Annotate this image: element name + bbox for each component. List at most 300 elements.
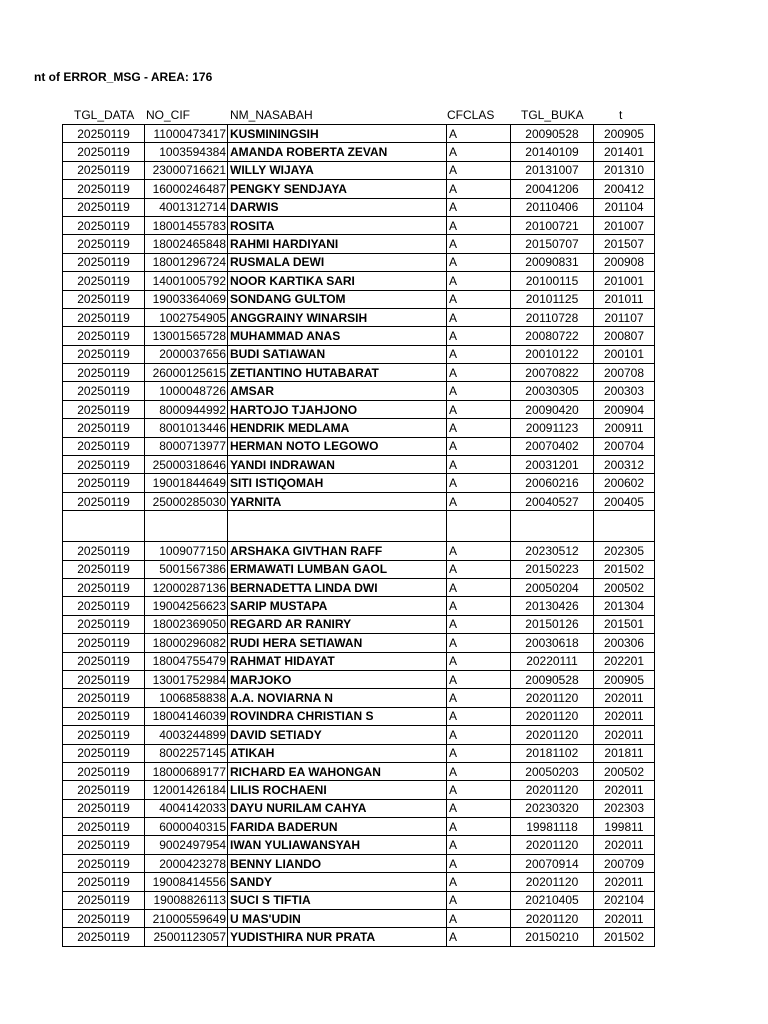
cell-t: 200602 xyxy=(594,474,655,492)
cell-nm-nasabah: SUCI S TIFTIA xyxy=(228,891,447,909)
cell-tgl-buka: 20230320 xyxy=(511,799,594,817)
cell-t: 200502 xyxy=(594,578,655,596)
cell-no-cif: 13001565728 xyxy=(145,327,228,345)
table-row xyxy=(63,726,655,744)
cell-cfclas: A xyxy=(447,474,511,492)
cell-t: 202104 xyxy=(594,891,655,909)
cell-cfclas: A xyxy=(447,854,511,872)
cell-cfclas: A xyxy=(447,308,511,326)
cell-tgl-buka: 20101125 xyxy=(511,290,594,308)
cell-tgl-data: 20250119 xyxy=(63,910,145,928)
cell-t: 202305 xyxy=(594,542,655,560)
table-row xyxy=(63,891,655,909)
cell-tgl-buka: 20090420 xyxy=(511,400,594,418)
table-row xyxy=(63,652,655,670)
table-row xyxy=(63,125,655,143)
cell-nm-nasabah: AMANDA ROBERTA ZEVAN xyxy=(228,143,447,161)
cell-cfclas: A xyxy=(447,235,511,253)
cell-no-cif: 19008414556 xyxy=(145,873,228,891)
cell-tgl-data: 20250119 xyxy=(63,634,145,652)
table-row xyxy=(63,873,655,891)
cell-tgl-data: 20250119 xyxy=(63,180,145,198)
cell-no-cif: 4001312714 xyxy=(145,198,228,216)
cell-tgl-buka: 20131007 xyxy=(511,161,594,179)
table-row xyxy=(63,364,655,382)
cell-nm-nasabah: SITI ISTIQOMAH xyxy=(228,474,447,492)
cell-no-cif: 1002754905 xyxy=(145,308,228,326)
table-row xyxy=(63,382,655,400)
cell-no-cif: 2000037656 xyxy=(145,345,228,363)
cell-t: 202011 xyxy=(594,836,655,854)
cell-nm-nasabah: BENNY LIANDO xyxy=(228,854,447,872)
cell-t: 201011 xyxy=(594,290,655,308)
cell-no-cif: 23000716621 xyxy=(145,161,228,179)
header-cfclas: CFCLAS xyxy=(447,108,495,122)
cell-nm-nasabah: NOOR KARTIKA SARI xyxy=(228,272,447,290)
cell-nm-nasabah: DARWIS xyxy=(228,198,447,216)
cell-nm-nasabah: ROVINDRA CHRISTIAN S xyxy=(228,707,447,725)
cell-tgl-buka: 20041206 xyxy=(511,180,594,198)
cell-nm-nasabah: BUDI SATIAWAN xyxy=(228,345,447,363)
cell-tgl-buka: 20201120 xyxy=(511,873,594,891)
cell-t: 200306 xyxy=(594,634,655,652)
cell-cfclas: A xyxy=(447,652,511,670)
cell-nm-nasabah: ROSITA xyxy=(228,216,447,234)
cell-tgl-buka: 20100115 xyxy=(511,272,594,290)
cell-t: 200905 xyxy=(594,125,655,143)
table-row xyxy=(63,327,655,345)
cell-t: 201001 xyxy=(594,272,655,290)
cell-nm-nasabah: RAHMAT HIDAYAT xyxy=(228,652,447,670)
cell-t: 201107 xyxy=(594,308,655,326)
cell-tgl-data: 20250119 xyxy=(63,290,145,308)
cell-tgl-data: 20250119 xyxy=(63,143,145,161)
table-row xyxy=(63,161,655,179)
cell-tgl-data: 20250119 xyxy=(63,437,145,455)
cell-nm-nasabah: YARNITA xyxy=(228,492,447,510)
cell-nm-nasabah: KUSMININGSIH xyxy=(228,125,447,143)
cell-tgl-buka: 20010122 xyxy=(511,345,594,363)
cell-tgl-data: 20250119 xyxy=(63,597,145,615)
cell-tgl-data: 20250119 xyxy=(63,474,145,492)
cell-nm-nasabah: ERMAWATI LUMBAN GAOL xyxy=(228,560,447,578)
cell-no-cif: 8000944992 xyxy=(145,400,228,418)
cell-nm-nasabah: AMSAR xyxy=(228,382,447,400)
table-row xyxy=(63,781,655,799)
cell-no-cif: 25000318646 xyxy=(145,456,228,474)
cell-tgl-data: 20250119 xyxy=(63,216,145,234)
cell-cfclas: A xyxy=(447,689,511,707)
cell-no-cif: 14001005792 xyxy=(145,272,228,290)
cell-no-cif: 25001123057 xyxy=(145,928,228,946)
cell-tgl-buka: 20090831 xyxy=(511,253,594,271)
cell-nm-nasabah: ANGGRAINY WINARSIH xyxy=(228,308,447,326)
cell-nm-nasabah: SANDY xyxy=(228,873,447,891)
cell-cfclas: A xyxy=(447,180,511,198)
cell-tgl-data: 20250119 xyxy=(63,726,145,744)
header-tgl-data: TGL_DATA xyxy=(74,108,135,122)
cell-nm-nasabah: MARJOKO xyxy=(228,670,447,688)
empty-cell xyxy=(63,511,145,542)
cell-no-cif: 18000689177 xyxy=(145,762,228,780)
cell-tgl-data: 20250119 xyxy=(63,235,145,253)
table-row xyxy=(63,836,655,854)
cell-tgl-data: 20250119 xyxy=(63,419,145,437)
cell-nm-nasabah: HENDRIK MEDLAMA xyxy=(228,419,447,437)
cell-t: 199811 xyxy=(594,818,655,836)
cell-t: 200905 xyxy=(594,670,655,688)
table-row xyxy=(63,180,655,198)
cell-no-cif: 18002369050 xyxy=(145,615,228,633)
cell-tgl-data: 20250119 xyxy=(63,799,145,817)
empty-cell xyxy=(145,511,228,542)
cell-cfclas: A xyxy=(447,290,511,308)
cell-cfclas: A xyxy=(447,382,511,400)
cell-t: 201507 xyxy=(594,235,655,253)
cell-t: 202011 xyxy=(594,873,655,891)
cell-no-cif: 19001844649 xyxy=(145,474,228,492)
cell-cfclas: A xyxy=(447,143,511,161)
header-t: t xyxy=(619,108,623,122)
table-row xyxy=(63,492,655,510)
cell-t: 201007 xyxy=(594,216,655,234)
table-row xyxy=(63,474,655,492)
cell-no-cif: 18002465848 xyxy=(145,235,228,253)
cell-cfclas: A xyxy=(447,125,511,143)
cell-tgl-data: 20250119 xyxy=(63,253,145,271)
spacer-row xyxy=(63,511,655,542)
table-row xyxy=(63,744,655,762)
cell-t: 201811 xyxy=(594,744,655,762)
empty-cell xyxy=(511,511,594,542)
cell-tgl-data: 20250119 xyxy=(63,125,145,143)
table-row xyxy=(63,670,655,688)
cell-no-cif: 18004755479 xyxy=(145,652,228,670)
cell-cfclas: A xyxy=(447,437,511,455)
cell-cfclas: A xyxy=(447,578,511,596)
table-row xyxy=(63,198,655,216)
cell-nm-nasabah: BERNADETTA LINDA DWI xyxy=(228,578,447,596)
cell-tgl-data: 20250119 xyxy=(63,762,145,780)
cell-t: 200908 xyxy=(594,253,655,271)
cell-no-cif: 13001752984 xyxy=(145,670,228,688)
cell-tgl-buka: 20181102 xyxy=(511,744,594,762)
cell-tgl-buka: 20110406 xyxy=(511,198,594,216)
cell-cfclas: A xyxy=(447,726,511,744)
cell-t: 202011 xyxy=(594,781,655,799)
cell-cfclas: A xyxy=(447,891,511,909)
table-row xyxy=(63,910,655,928)
cell-tgl-buka: 20130426 xyxy=(511,597,594,615)
cell-cfclas: A xyxy=(447,707,511,725)
cell-nm-nasabah: ARSHAKA GIVTHAN RAFF xyxy=(228,542,447,560)
cell-t: 200904 xyxy=(594,400,655,418)
cell-tgl-data: 20250119 xyxy=(63,364,145,382)
cell-no-cif: 8002257145 xyxy=(145,744,228,762)
cell-nm-nasabah: RUDI HERA SETIAWAN xyxy=(228,634,447,652)
cell-nm-nasabah: YANDI INDRAWAN xyxy=(228,456,447,474)
cell-cfclas: A xyxy=(447,615,511,633)
cell-cfclas: A xyxy=(447,560,511,578)
cell-t: 201104 xyxy=(594,198,655,216)
cell-cfclas: A xyxy=(447,253,511,271)
cell-tgl-buka: 20201120 xyxy=(511,707,594,725)
cell-tgl-data: 20250119 xyxy=(63,542,145,560)
cell-tgl-buka: 20110728 xyxy=(511,308,594,326)
cell-nm-nasabah: YUDISTHIRA NUR PRATA xyxy=(228,928,447,946)
cell-tgl-data: 20250119 xyxy=(63,198,145,216)
cell-tgl-data: 20250119 xyxy=(63,308,145,326)
cell-no-cif: 4004142033 xyxy=(145,799,228,817)
cell-t: 200412 xyxy=(594,180,655,198)
data-table xyxy=(62,124,655,947)
cell-tgl-buka: 20150707 xyxy=(511,235,594,253)
cell-nm-nasabah: HARTOJO TJAHJONO xyxy=(228,400,447,418)
cell-tgl-data: 20250119 xyxy=(63,744,145,762)
cell-tgl-buka: 20070914 xyxy=(511,854,594,872)
cell-t: 200704 xyxy=(594,437,655,455)
table-row xyxy=(63,707,655,725)
cell-tgl-data: 20250119 xyxy=(63,891,145,909)
cell-nm-nasabah: U MAS'UDIN xyxy=(228,910,447,928)
cell-t: 201310 xyxy=(594,161,655,179)
table-row xyxy=(63,419,655,437)
cell-tgl-buka: 20030618 xyxy=(511,634,594,652)
cell-tgl-data: 20250119 xyxy=(63,560,145,578)
cell-cfclas: A xyxy=(447,762,511,780)
cell-nm-nasabah: REGARD AR RANIRY xyxy=(228,615,447,633)
cell-tgl-data: 20250119 xyxy=(63,456,145,474)
cell-tgl-buka: 20050204 xyxy=(511,578,594,596)
cell-tgl-buka: 20201120 xyxy=(511,726,594,744)
cell-cfclas: A xyxy=(447,634,511,652)
cell-no-cif: 1000048726 xyxy=(145,382,228,400)
cell-nm-nasabah: LILIS ROCHAENI xyxy=(228,781,447,799)
header-tgl-buka: TGL_BUKA xyxy=(521,108,584,122)
cell-no-cif: 1009077150 xyxy=(145,542,228,560)
cell-no-cif: 8001013446 xyxy=(145,419,228,437)
table-row xyxy=(63,235,655,253)
cell-tgl-buka: 20201120 xyxy=(511,836,594,854)
cell-nm-nasabah: RICHARD EA WAHONGAN xyxy=(228,762,447,780)
cell-tgl-data: 20250119 xyxy=(63,327,145,345)
cell-cfclas: A xyxy=(447,364,511,382)
empty-cell xyxy=(447,511,511,542)
cell-t: 200502 xyxy=(594,762,655,780)
cell-cfclas: A xyxy=(447,910,511,928)
cell-no-cif: 19004256623 xyxy=(145,597,228,615)
cell-tgl-buka: 20090528 xyxy=(511,670,594,688)
cell-t: 202011 xyxy=(594,707,655,725)
cell-t: 202011 xyxy=(594,726,655,744)
cell-t: 201304 xyxy=(594,597,655,615)
table-row xyxy=(63,928,655,946)
cell-tgl-data: 20250119 xyxy=(63,707,145,725)
cell-no-cif: 2000423278 xyxy=(145,854,228,872)
cell-tgl-data: 20250119 xyxy=(63,492,145,510)
cell-t: 202011 xyxy=(594,689,655,707)
cell-tgl-data: 20250119 xyxy=(63,652,145,670)
table-row xyxy=(63,272,655,290)
cell-nm-nasabah: IWAN YULIAWANSYAH xyxy=(228,836,447,854)
cell-tgl-buka: 20050203 xyxy=(511,762,594,780)
cell-tgl-buka: 20070402 xyxy=(511,437,594,455)
table-row xyxy=(63,216,655,234)
cell-t: 201401 xyxy=(594,143,655,161)
cell-tgl-buka: 20030305 xyxy=(511,382,594,400)
cell-tgl-buka: 20201120 xyxy=(511,689,594,707)
table-row xyxy=(63,818,655,836)
table-row xyxy=(63,290,655,308)
table-row xyxy=(63,762,655,780)
header-nm-nasabah: NM_NASABAH xyxy=(230,108,313,122)
cell-cfclas: A xyxy=(447,272,511,290)
cell-t: 202303 xyxy=(594,799,655,817)
cell-tgl-buka: 20091123 xyxy=(511,419,594,437)
cell-cfclas: A xyxy=(447,198,511,216)
table-row xyxy=(63,253,655,271)
table-row xyxy=(63,689,655,707)
cell-tgl-buka: 20140109 xyxy=(511,143,594,161)
table-row xyxy=(63,799,655,817)
cell-tgl-buka: 20201120 xyxy=(511,910,594,928)
cell-tgl-data: 20250119 xyxy=(63,818,145,836)
column-headers xyxy=(62,108,654,124)
cell-nm-nasabah: RAHMI HARDIYANI xyxy=(228,235,447,253)
cell-tgl-data: 20250119 xyxy=(63,781,145,799)
cell-t: 202011 xyxy=(594,910,655,928)
table-row xyxy=(63,456,655,474)
cell-no-cif: 19003364069 xyxy=(145,290,228,308)
table-row xyxy=(63,437,655,455)
cell-no-cif: 6000040315 xyxy=(145,818,228,836)
table-row xyxy=(63,854,655,872)
cell-tgl-buka: 20060216 xyxy=(511,474,594,492)
cell-cfclas: A xyxy=(447,873,511,891)
cell-tgl-buka: 20230512 xyxy=(511,542,594,560)
cell-no-cif: 26000125615 xyxy=(145,364,228,382)
cell-tgl-buka: 20150223 xyxy=(511,560,594,578)
cell-tgl-buka: 20150126 xyxy=(511,615,594,633)
cell-no-cif: 18001296724 xyxy=(145,253,228,271)
cell-tgl-data: 20250119 xyxy=(63,689,145,707)
cell-cfclas: A xyxy=(447,781,511,799)
cell-cfclas: A xyxy=(447,216,511,234)
table-row xyxy=(63,615,655,633)
cell-nm-nasabah: SONDANG GULTOM xyxy=(228,290,447,308)
cell-tgl-buka: 20210405 xyxy=(511,891,594,909)
table-row xyxy=(63,345,655,363)
cell-tgl-data: 20250119 xyxy=(63,161,145,179)
cell-nm-nasabah: ATIKAH xyxy=(228,744,447,762)
cell-t: 200101 xyxy=(594,345,655,363)
cell-cfclas: A xyxy=(447,597,511,615)
cell-cfclas: A xyxy=(447,419,511,437)
cell-tgl-data: 20250119 xyxy=(63,272,145,290)
cell-tgl-data: 20250119 xyxy=(63,382,145,400)
cell-t: 200911 xyxy=(594,419,655,437)
cell-cfclas: A xyxy=(447,327,511,345)
cell-nm-nasabah: WILLY WIJAYA xyxy=(228,161,447,179)
cell-tgl-data: 20250119 xyxy=(63,836,145,854)
cell-cfclas: A xyxy=(447,928,511,946)
cell-nm-nasabah: FARIDA BADERUN xyxy=(228,818,447,836)
cell-nm-nasabah: DAYU NURILAM CAHYA xyxy=(228,799,447,817)
cell-cfclas: A xyxy=(447,670,511,688)
cell-tgl-buka: 20100721 xyxy=(511,216,594,234)
cell-no-cif: 19008826113 xyxy=(145,891,228,909)
cell-no-cif: 5001567386 xyxy=(145,560,228,578)
cell-cfclas: A xyxy=(447,836,511,854)
cell-t: 200303 xyxy=(594,382,655,400)
cell-tgl-data: 20250119 xyxy=(63,670,145,688)
cell-t: 200709 xyxy=(594,854,655,872)
cell-tgl-data: 20250119 xyxy=(63,873,145,891)
report-title: nt of ERROR_MSG - AREA: 176 xyxy=(34,70,213,84)
cell-nm-nasabah: DAVID SETIADY xyxy=(228,726,447,744)
cell-no-cif: 9002497954 xyxy=(145,836,228,854)
table-row xyxy=(63,542,655,560)
cell-cfclas: A xyxy=(447,456,511,474)
cell-tgl-data: 20250119 xyxy=(63,578,145,596)
header-no-cif: NO_CIF xyxy=(146,108,191,122)
cell-cfclas: A xyxy=(447,818,511,836)
cell-nm-nasabah: MUHAMMAD ANAS xyxy=(228,327,447,345)
cell-nm-nasabah: A.A. NOVIARNA N xyxy=(228,689,447,707)
cell-t: 200405 xyxy=(594,492,655,510)
empty-cell xyxy=(228,511,447,542)
cell-tgl-buka: 20150210 xyxy=(511,928,594,946)
cell-no-cif: 21000559649 xyxy=(145,910,228,928)
cell-no-cif: 4003244899 xyxy=(145,726,228,744)
empty-cell xyxy=(594,511,655,542)
cell-cfclas: A xyxy=(447,492,511,510)
cell-tgl-data: 20250119 xyxy=(63,615,145,633)
table-row xyxy=(63,578,655,596)
table-row xyxy=(63,143,655,161)
cell-cfclas: A xyxy=(447,400,511,418)
cell-no-cif: 11000473417 xyxy=(145,125,228,143)
cell-no-cif: 8000713977 xyxy=(145,437,228,455)
cell-no-cif: 1003594384 xyxy=(145,143,228,161)
cell-nm-nasabah: RUSMALA DEWI xyxy=(228,253,447,271)
table-row xyxy=(63,400,655,418)
cell-cfclas: A xyxy=(447,345,511,363)
table-row xyxy=(63,597,655,615)
cell-t: 200708 xyxy=(594,364,655,382)
cell-tgl-buka: 20090528 xyxy=(511,125,594,143)
cell-no-cif: 12001426184 xyxy=(145,781,228,799)
cell-no-cif: 18000296082 xyxy=(145,634,228,652)
cell-t: 202201 xyxy=(594,652,655,670)
cell-tgl-data: 20250119 xyxy=(63,928,145,946)
cell-no-cif: 12000287136 xyxy=(145,578,228,596)
cell-nm-nasabah: ZETIANTINO HUTABARAT xyxy=(228,364,447,382)
cell-no-cif: 16000246487 xyxy=(145,180,228,198)
cell-nm-nasabah: PENGKY SENDJAYA xyxy=(228,180,447,198)
table-row xyxy=(63,308,655,326)
cell-tgl-buka: 20040527 xyxy=(511,492,594,510)
cell-tgl-buka: 20070822 xyxy=(511,364,594,382)
cell-tgl-data: 20250119 xyxy=(63,400,145,418)
cell-no-cif: 1006858838 xyxy=(145,689,228,707)
cell-t: 201502 xyxy=(594,560,655,578)
table-row xyxy=(63,560,655,578)
cell-cfclas: A xyxy=(447,744,511,762)
cell-tgl-buka: 20031201 xyxy=(511,456,594,474)
cell-tgl-buka: 20080722 xyxy=(511,327,594,345)
cell-t: 201501 xyxy=(594,615,655,633)
